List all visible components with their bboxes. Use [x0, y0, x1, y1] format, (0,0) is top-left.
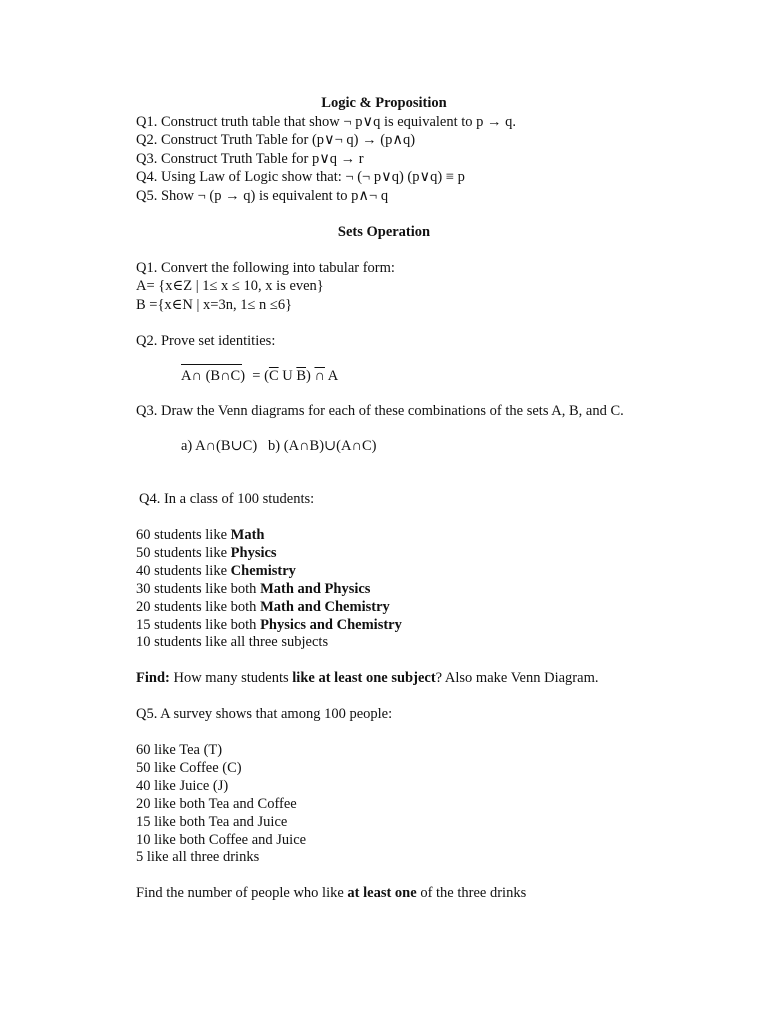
- set-identity: [181, 367, 338, 385]
- sets-q1-set-a: A= {x∈Z | 1≤ x ≤ 10, x is even}: [136, 278, 324, 294]
- q5-fact-line: 60 like Tea (T): [136, 742, 223, 758]
- q4-fact-line: [136, 598, 390, 616]
- logic-q5: Q5. Show ¬ (p → q) is equivalent to p∧¬ q: [136, 188, 389, 204]
- identity-union: U: [278, 368, 297, 384]
- identity-a: A: [324, 368, 339, 384]
- sets-q5-intro: Q5. A survey shows that among 100 people:: [136, 706, 393, 722]
- q4-fact-text: 60 students like: [136, 527, 231, 543]
- identity-left: A∩ (B∩C): [181, 368, 246, 384]
- sets-q3-intro: Q3. Draw the Venn diagrams for each of these combinations of the sets A, B, and C.: [136, 403, 624, 419]
- q4-fact-text: 20 students like both: [136, 598, 261, 615]
- q5-fact-line: 15 like both Tea and Juice: [136, 813, 288, 830]
- logic-heading: Logic & Proposition: [321, 95, 447, 111]
- q4-fact-line: [136, 616, 402, 634]
- logic-q4: Q4. Using Law of Logic show that: ¬ (¬ p∨q) (p∨q) ≡ p: [136, 169, 465, 185]
- find-pre: How many students: [169, 670, 293, 686]
- identity-c: $\overline{C}$: [268, 368, 279, 384]
- find-label: Find:: [136, 670, 170, 686]
- sets-q2-intro: Q2. Prove set identities:: [136, 333, 276, 349]
- q5-fact-line: 10 like both Coffee and Juice: [136, 831, 307, 848]
- q5-fact-line: 20 like both Tea and Coffee: [136, 795, 297, 812]
- logic-q1: Q1. Construct truth table that show ¬ p∨q is equivalent to p → q.: [136, 114, 517, 130]
- q4-fact-text: 30 students like both: [136, 580, 261, 597]
- q4-fact-text: 15 students like both: [136, 616, 261, 633]
- find-post: ? Also make Venn Diagram.: [435, 670, 599, 686]
- sets-q1-set-b: B ={x∈N | x=3n, 1≤ n ≤6}: [136, 297, 293, 313]
- q4-fact-subject: Math and Physics: [260, 580, 371, 597]
- identity-eq: = (: [245, 368, 269, 384]
- q4-fact-subject: Physics: [230, 544, 277, 561]
- q5-fact-line: 5 like all three drinks: [136, 849, 260, 866]
- sets-q4-intro: Q4. In a class of 100 students:: [139, 491, 315, 507]
- q5-find-pre: Find the number of people who like: [136, 885, 348, 901]
- sets-heading: Sets Operation: [337, 224, 431, 240]
- identity-close: ): [306, 368, 315, 384]
- complement-bar: [181, 364, 242, 365]
- find-bold: like at least one subject: [292, 670, 436, 686]
- q5-find-bold: at least one: [347, 885, 417, 901]
- q4-fact-subject: Chemistry: [230, 562, 296, 579]
- identity-cap: ∩: [314, 368, 325, 384]
- q4-fact-text: 40 students like: [136, 562, 231, 579]
- identity-b: $\overline{B}$: [296, 368, 307, 384]
- q5-fact-line: 40 like Juice (J): [136, 777, 229, 794]
- sets-q1-intro: Q1. Convert the following into tabular form:: [136, 260, 395, 276]
- q5-find-post: of the three drinks: [416, 885, 527, 901]
- q4-fact-text: 50 students like: [136, 544, 231, 561]
- logic-q3: Q3. Construct Truth Table for p∨q → r: [136, 151, 364, 167]
- q4-fact-subject: Math: [230, 527, 265, 543]
- q4-fact-line: [136, 633, 328, 651]
- q5-fact-line: 50 like Coffee (C): [136, 759, 242, 776]
- sets-q3-items: a) A∩(B∪C) b) (A∩B)∪(A∩C): [181, 438, 377, 454]
- q4-fact-line: [136, 580, 370, 598]
- q4-fact-subject: Math and Chemistry: [260, 598, 390, 615]
- logic-q2: Q2. Construct Truth Table for (p∨¬ q) → (p∧q): [136, 132, 416, 148]
- q4-fact-line: [136, 544, 277, 562]
- q4-fact-line: [136, 562, 296, 580]
- q4-fact-text: 10 students like all three subjects: [136, 634, 329, 651]
- q5-find: [136, 884, 526, 902]
- q4-find: [136, 669, 598, 687]
- q4-fact-line: [136, 526, 265, 544]
- q4-fact-subject: Physics and Chemistry: [260, 616, 402, 633]
